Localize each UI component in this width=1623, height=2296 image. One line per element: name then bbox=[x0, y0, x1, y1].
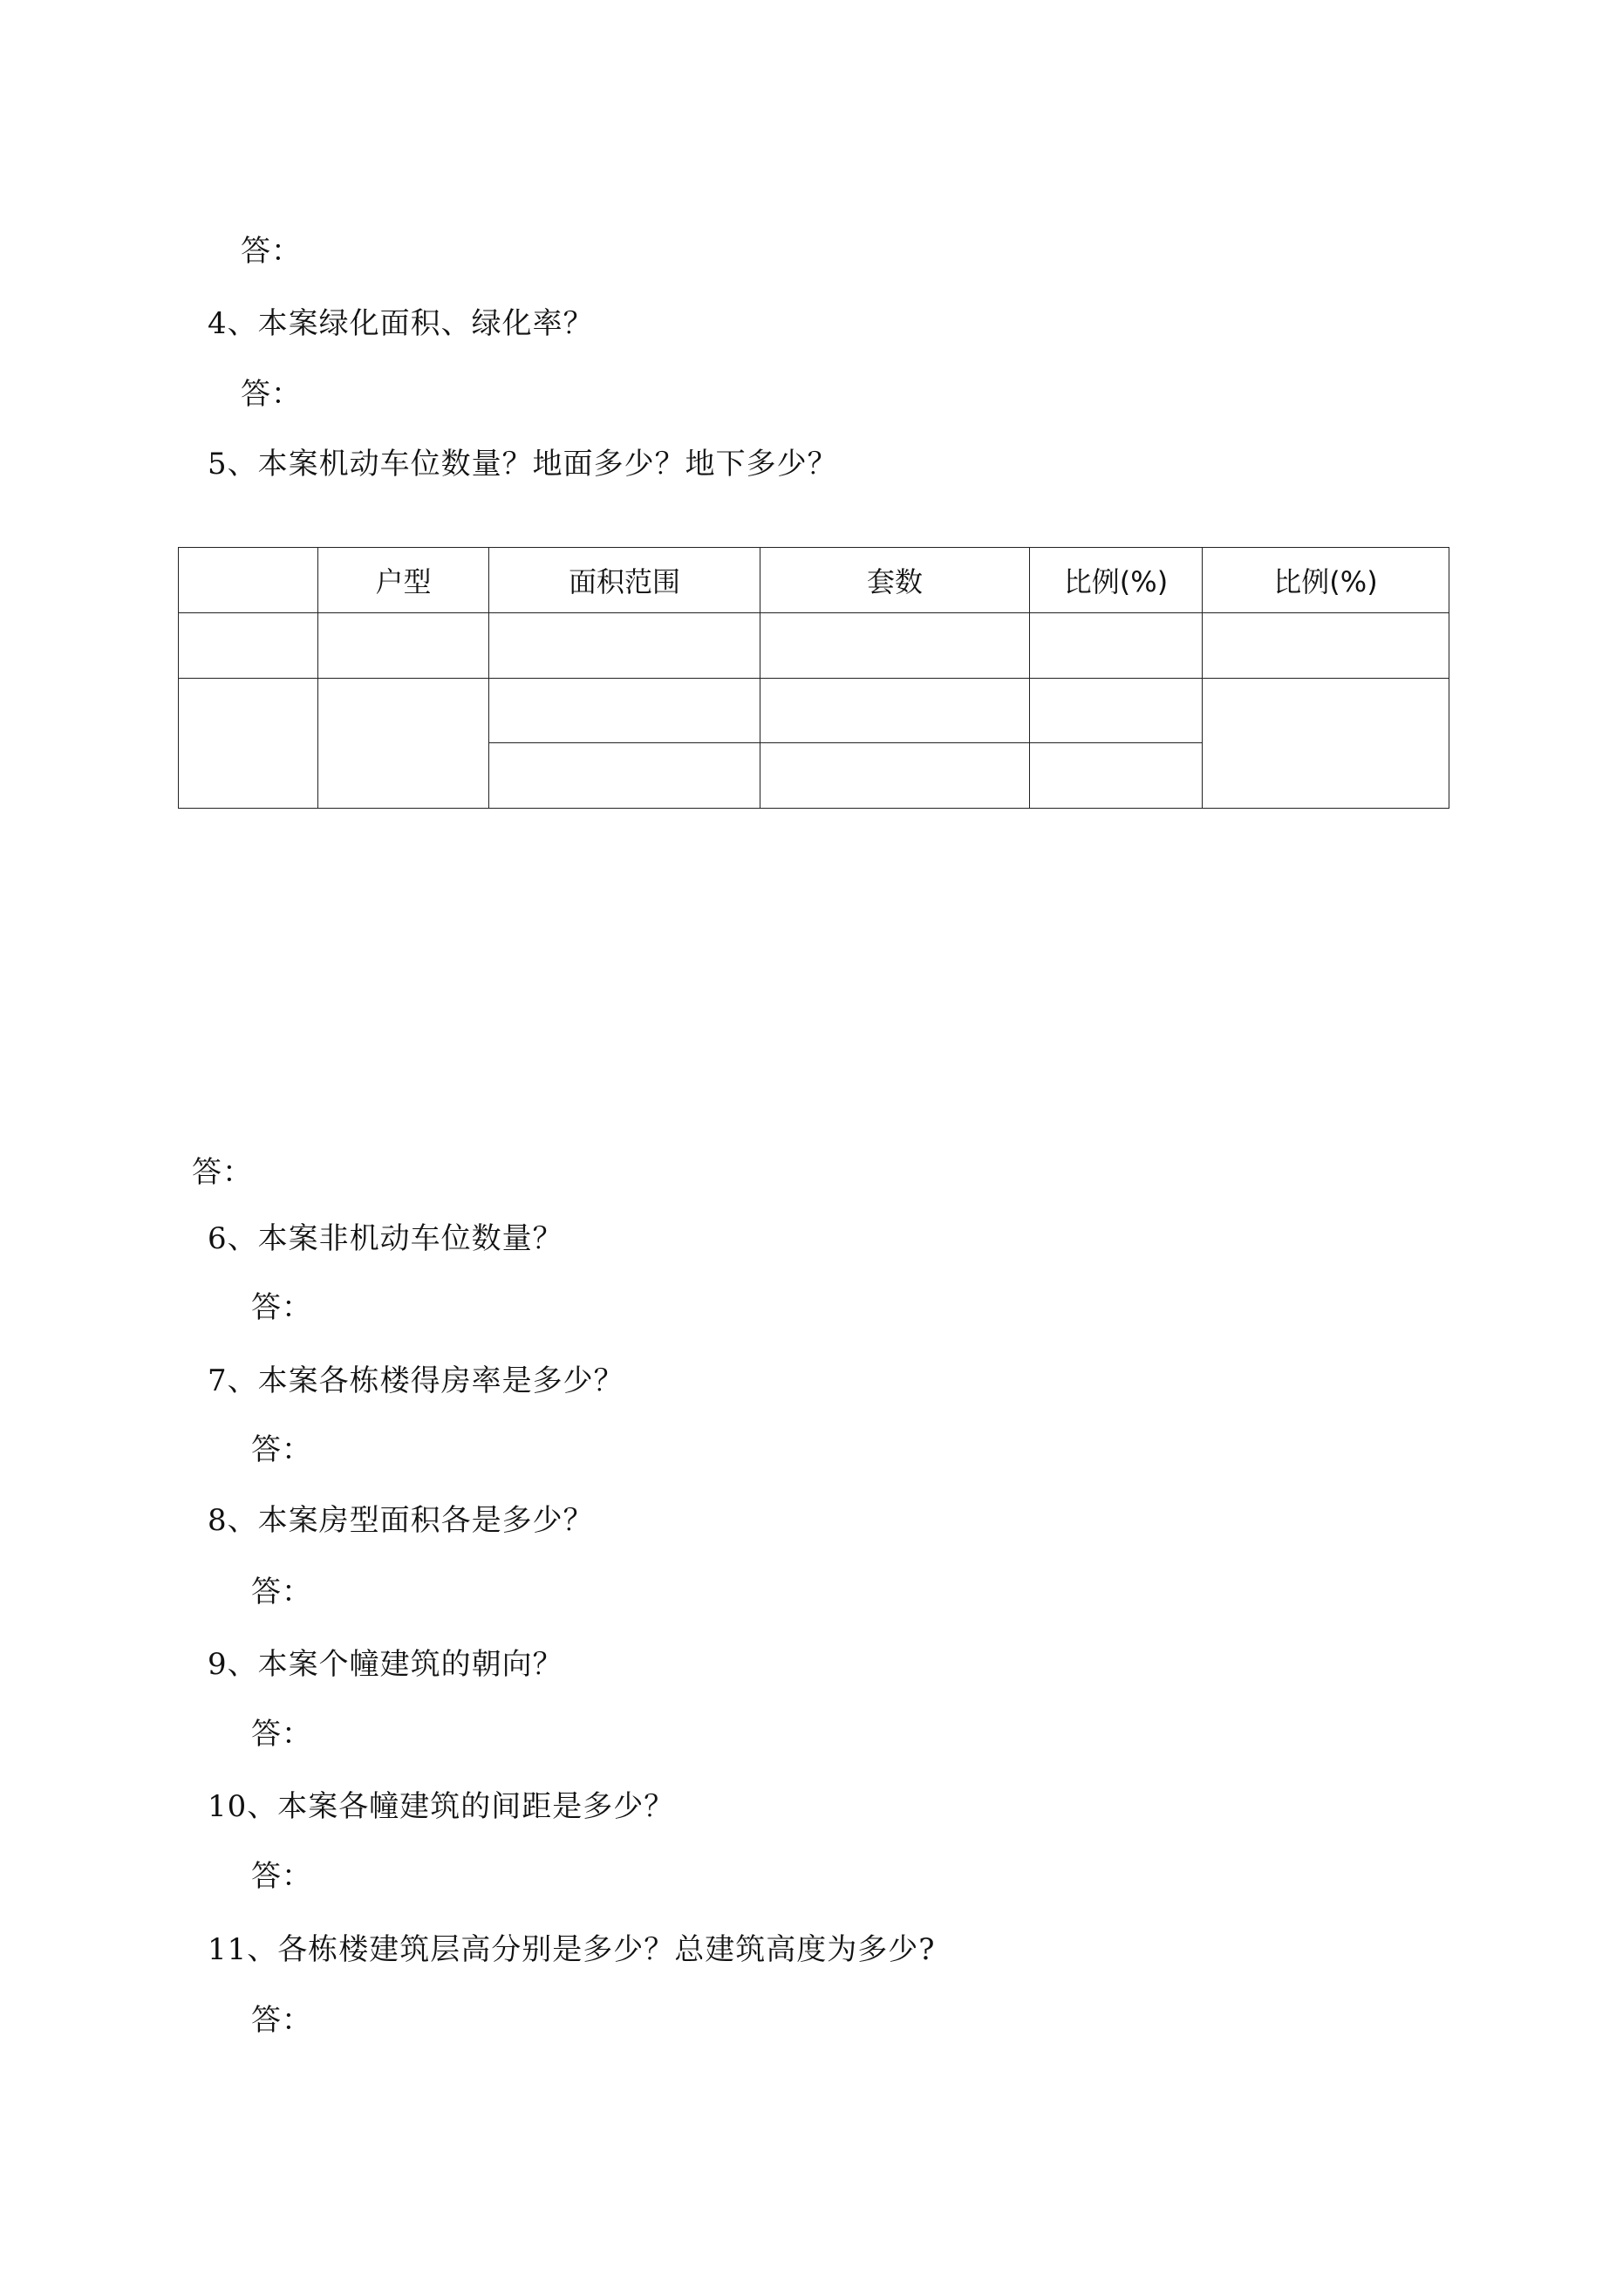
table-cell bbox=[489, 679, 760, 743]
question-4: 4、本案绿化面积、绿化率？ bbox=[208, 306, 594, 341]
table-header-row bbox=[179, 548, 1449, 613]
answer-10: 答： bbox=[251, 1859, 312, 1894]
question-8: 8、本案房型面积各是多少？ bbox=[208, 1503, 594, 1538]
table-cell bbox=[760, 613, 1030, 679]
table-cell-merged bbox=[1203, 679, 1449, 809]
answer-8: 答： bbox=[251, 1575, 312, 1609]
table-cell bbox=[760, 743, 1030, 809]
table-cell bbox=[179, 613, 318, 679]
question-9: 9、本案个幢建筑的朝向？ bbox=[208, 1647, 563, 1682]
table-cell-merged bbox=[318, 679, 489, 809]
question-6: 6、本案非机动车位数量？ bbox=[208, 1221, 563, 1256]
answer-4: 答： bbox=[241, 377, 302, 412]
table-cell bbox=[1203, 613, 1449, 679]
question-11: 11、各栋楼建筑层高分别是多少？总建筑高度为多少? bbox=[208, 1932, 936, 1967]
table-cell bbox=[318, 613, 489, 679]
answer-9: 答： bbox=[251, 1717, 312, 1752]
table-header-unit-type: 户型 bbox=[318, 548, 489, 613]
answer-11: 答： bbox=[251, 2003, 312, 2038]
question-7: 7、本案各栋楼得房率是多少？ bbox=[208, 1363, 624, 1398]
table-cell bbox=[1030, 679, 1203, 743]
table-cell bbox=[489, 613, 760, 679]
table-row bbox=[179, 613, 1449, 679]
table-header-area-range: 面积范围 bbox=[489, 548, 760, 613]
table-cell bbox=[489, 743, 760, 809]
answer-7: 答： bbox=[251, 1432, 312, 1467]
table-cell bbox=[760, 679, 1030, 743]
unit-type-table bbox=[178, 547, 1449, 809]
table-cell bbox=[1030, 613, 1203, 679]
answer-prev: 答： bbox=[241, 234, 302, 269]
table-header-ratio-2: 比例(%) bbox=[1203, 548, 1449, 613]
table-row bbox=[179, 679, 1449, 743]
answer-5: 答： bbox=[192, 1155, 253, 1190]
answer-6: 答： bbox=[251, 1290, 312, 1325]
table-header-ratio: 比例(%) bbox=[1030, 548, 1203, 613]
table-cell-merged bbox=[179, 679, 318, 809]
table-header-cell-empty bbox=[179, 548, 318, 613]
question-10: 10、本案各幢建筑的间距是多少？ bbox=[208, 1789, 675, 1824]
question-5: 5、本案机动车位数量？地面多少？地下多少？ bbox=[208, 447, 838, 482]
table-header-unit-count: 套数 bbox=[760, 548, 1030, 613]
table-cell bbox=[1030, 743, 1203, 809]
